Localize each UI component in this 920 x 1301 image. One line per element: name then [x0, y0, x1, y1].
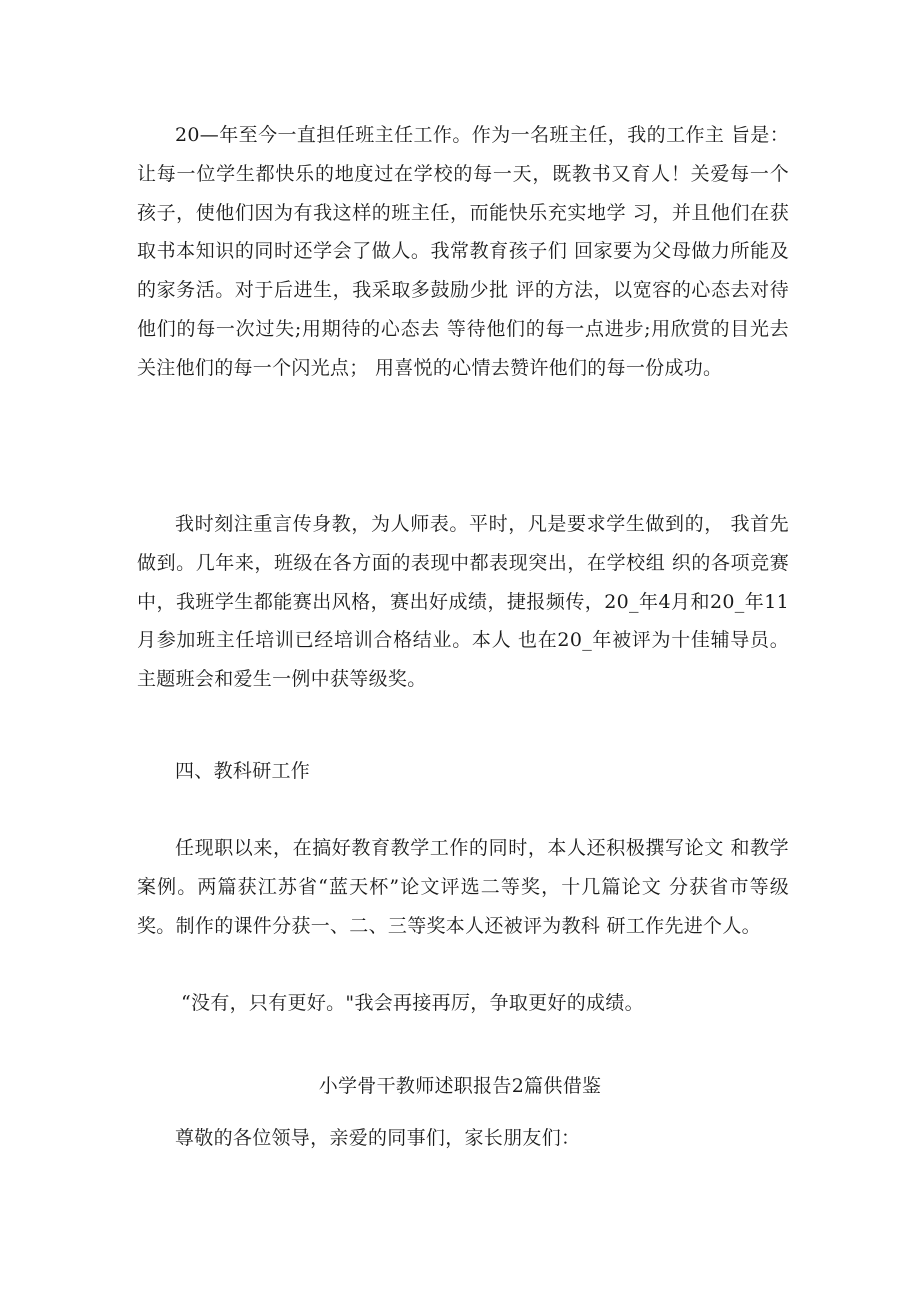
section-heading-research: 四、教科研工作	[175, 760, 311, 782]
paragraph-closing-quote: “没有，只有更好。"我会再接再厉，争取更好的成绩。	[181, 992, 644, 1014]
paragraph-class-teacher-work: 20—年至今一直担任班主任工作。作为一名班主任，我的工作主 旨是：让每一位学生都快乐的地度过在学校的每一天，既教书又育人！关爱每一个孩子，使他们因为有我这样的班主任，而能快乐充实地学 习，并且他们在获取书本知识的同时还学会了做人。我常教育孩子们 回家要为父母做力所能及的家务活。对于后进生，我采取多鼓励少批 评的方法，以宽容的心态去对待他们的每一次过失;用期待的心态去 等待他们的每一点进步;用欣赏的目光去关注他们的每一个闪光点； 用喜悦的心情去赞许他们的每一份成功。	[137, 124, 789, 379]
paragraph-role-model: 我时刻注重言传身教，为人师表。平时，凡是要求学生做到的， 我首先做到。几年来，班级在各方面的表现中都表现突出，在学校组 织的各项竞赛中，我班学生都能赛出风格，赛出好成绩，捷报频传，20_年4月和20_年11月参加班主任培训已经培训合格结业。本人 也在20_年被评为十佳辅导员。主题班会和爱生一例中获等级奖。	[137, 513, 789, 691]
paragraph-research-work: 任现职以来，在搞好教育教学工作的同时，本人还积极撰写论文 和教学案例。两篇获江苏省“蓝天杯”论文评选二等奖，十几篇论文 分获省市等级奖。制作的课件分获一、二、三等奖本人还被评为教科 研工作先进个人。	[137, 837, 789, 937]
report-title: 小学骨干教师述职报告2篇供借鉴	[318, 1075, 602, 1097]
greeting-line: 尊敬的各位领导，亲爱的同事们，家长朋友们：	[175, 1127, 581, 1149]
